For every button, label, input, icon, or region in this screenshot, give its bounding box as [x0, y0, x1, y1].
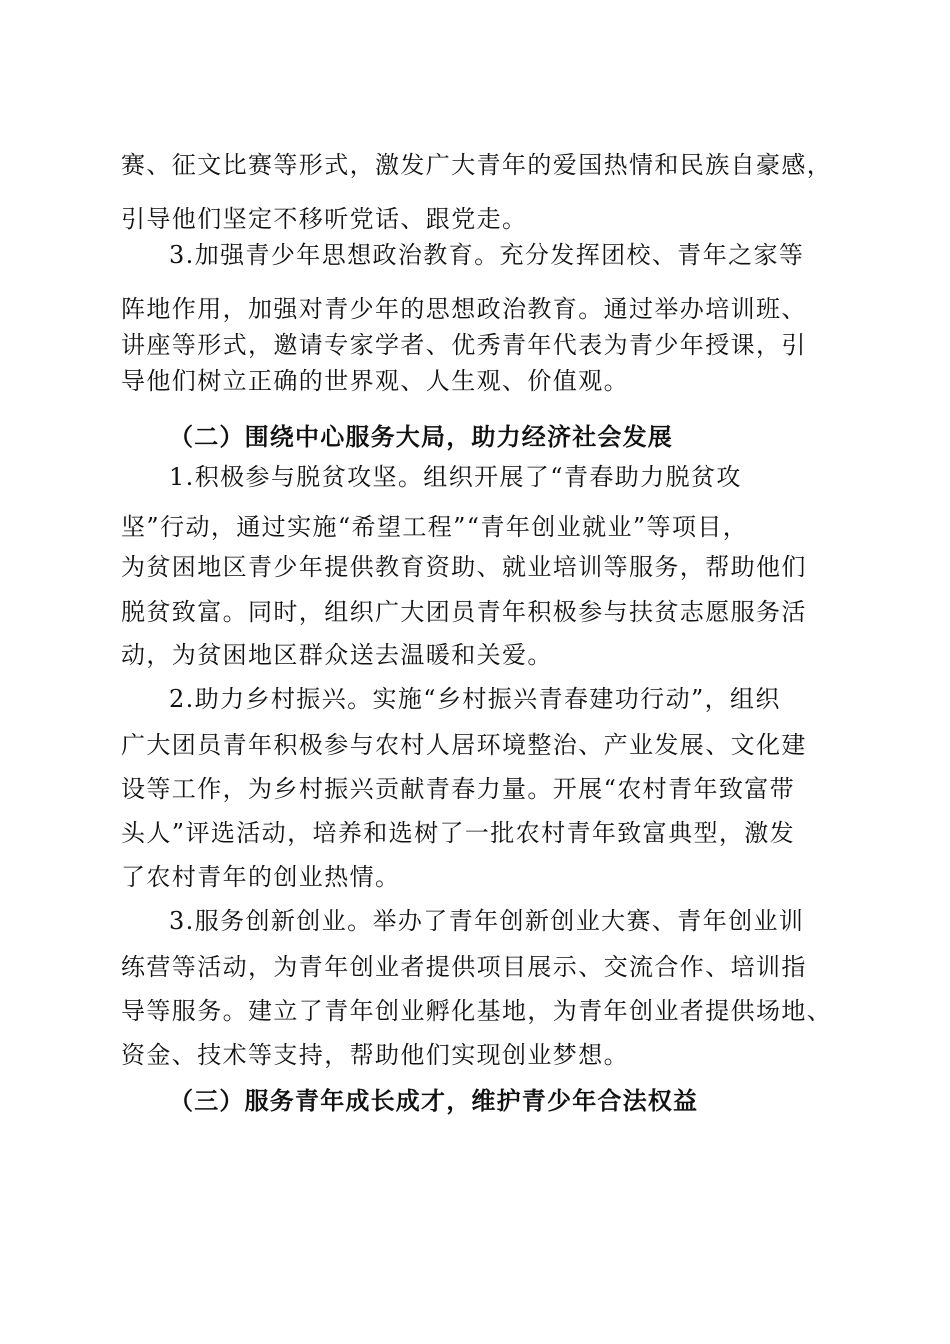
paragraph-line: 阵地作用，加强对青少年的思想政治教育。通过举办培训班、 — [121, 295, 807, 323]
paragraph-line: 坚”行动，通过实施“希望工程”“青年创业就业”等项目， — [121, 513, 749, 541]
section-heading: （三）服务青年成长成才，维护青少年合法权益 — [169, 1086, 699, 1115]
paragraph-line: 动，为贫困地区群众送去温暖和关爱。 — [121, 641, 553, 669]
paragraph-line: 3.加强青少年思想政治教育。充分发挥团校、青年之家等 — [169, 241, 805, 269]
paragraph-line: 头人”评选活动，培养和选树了一批农村青年致富典型，激发 — [121, 819, 796, 847]
paragraph-line: 了农村青年的创业热情。 — [121, 863, 401, 891]
paragraph-line: 脱贫致富。同时，组织广大团员青年积极参与扶贫志愿服务活 — [121, 598, 807, 626]
paragraph-line: 为贫困地区青少年提供教育资助、就业培训等服务，帮助他们 — [121, 553, 807, 581]
paragraph-line: 广大团员青年积极参与农村人居环境整治、产业发展、文化建 — [121, 731, 807, 759]
paragraph-line: 讲座等形式，邀请专家学者、优秀青年代表为青少年授课，引 — [121, 331, 807, 359]
paragraph-line: 设等工作，为乡村振兴贡献青春力量。开展“农村青年致富带 — [121, 775, 796, 803]
section-heading: （二）围绕中心服务大局，助力经济社会发展 — [169, 422, 673, 451]
paragraph-line: 导等服务。建立了青年创业孵化基地，为青年创业者提供场地、 — [121, 997, 833, 1025]
paragraph-line: 导他们树立正确的世界观、人生观、价值观。 — [121, 367, 629, 395]
paragraph-line: 资金、技术等支持，帮助他们实现创业梦想。 — [121, 1041, 629, 1069]
paragraph-line: 1.积极参与脱贫攻坚。组织开展了“青春助力脱贫攻 — [169, 463, 742, 491]
paragraph-line: 引导他们坚定不移听党话、跟党走。 — [121, 205, 528, 233]
paragraph-line: 赛、征文比赛等形式，激发广大青年的爱国热情和民族自豪感， — [121, 151, 833, 179]
paragraph-line: 练营等活动，为青年创业者提供项目展示、交流合作、培训指 — [121, 953, 807, 981]
paragraph-line: 3.服务创新创业。举办了青年创新创业大赛、青年创业训 — [169, 907, 805, 935]
paragraph-line: 2.助力乡村振兴。实施“乡村振兴青春建功行动”，组织 — [169, 685, 781, 713]
